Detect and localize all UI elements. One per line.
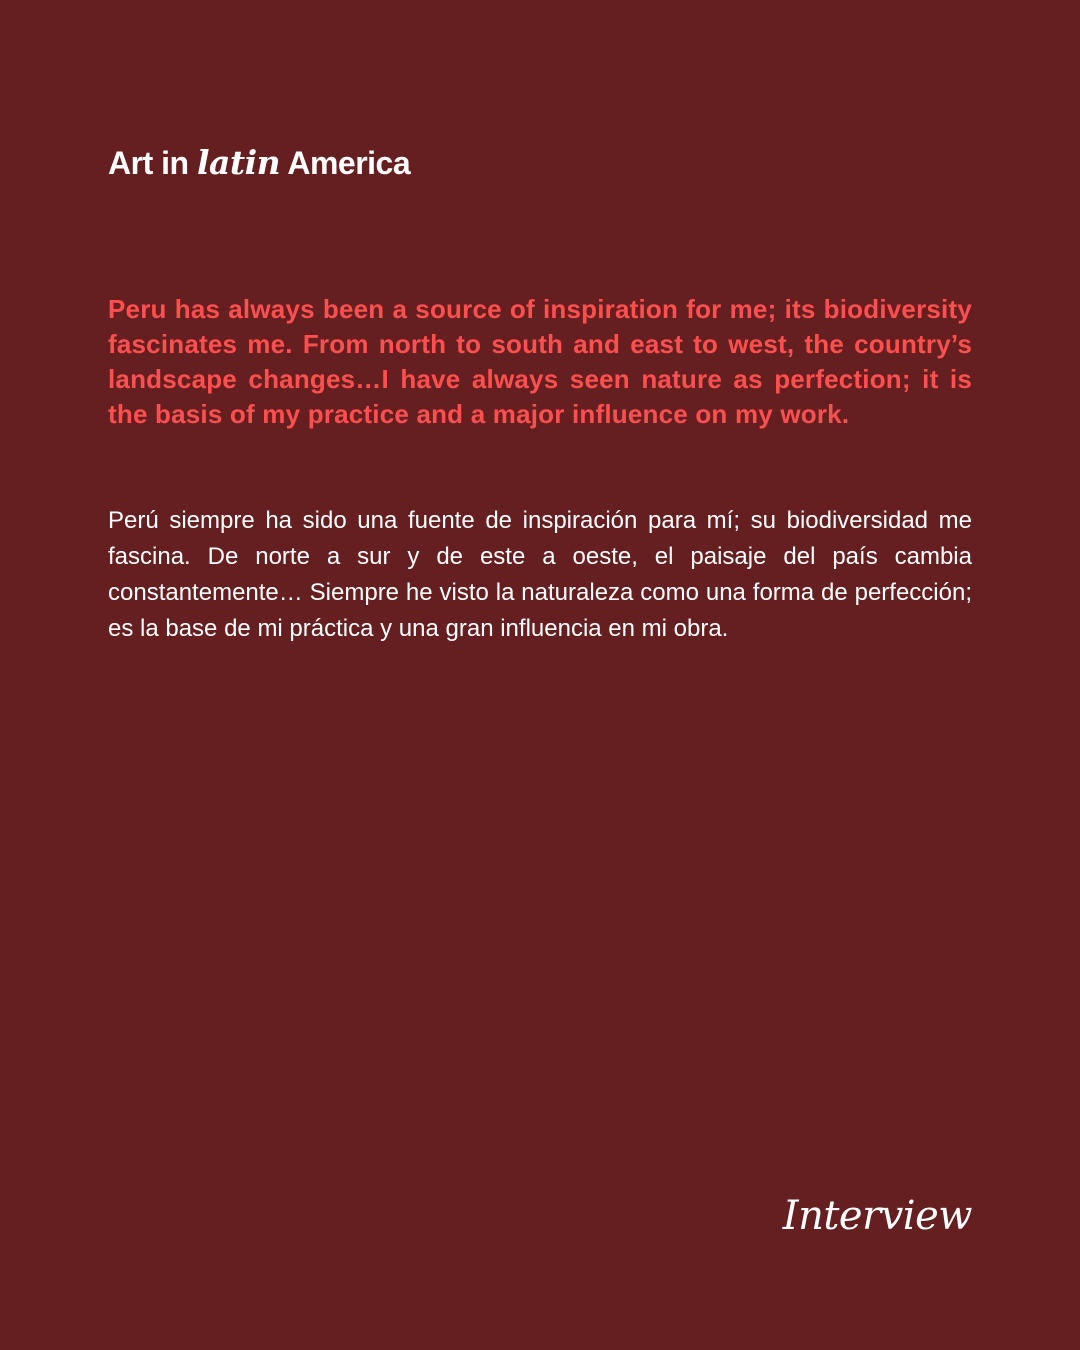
quote-spanish: Perú siempre ha sido una fuente de inspiración para mí; su biodiversidad me fascina. De norte a sur y de este a oeste, el paisaje del país cambia constantemente… Siempre he visto la naturaleza como una forma de perfección; es la base de mi práctica y una gran influencia en mi obra. (108, 507, 972, 642)
section-label: Interview (782, 1193, 972, 1239)
brand-title-part-latin: latin (196, 143, 281, 182)
brand-title (108, 141, 410, 185)
quote-english: Peru has always been a source of inspiration for me; its biodiversity fascinates me. From north to south and east to west, the country’s landscape changes…I have always seen nature as perfection; it is the basis of my practice and a major influence on my work. (108, 294, 972, 429)
brand-title-part-art-in: Art in (108, 145, 197, 181)
brand-title-part-america: America (280, 145, 411, 181)
